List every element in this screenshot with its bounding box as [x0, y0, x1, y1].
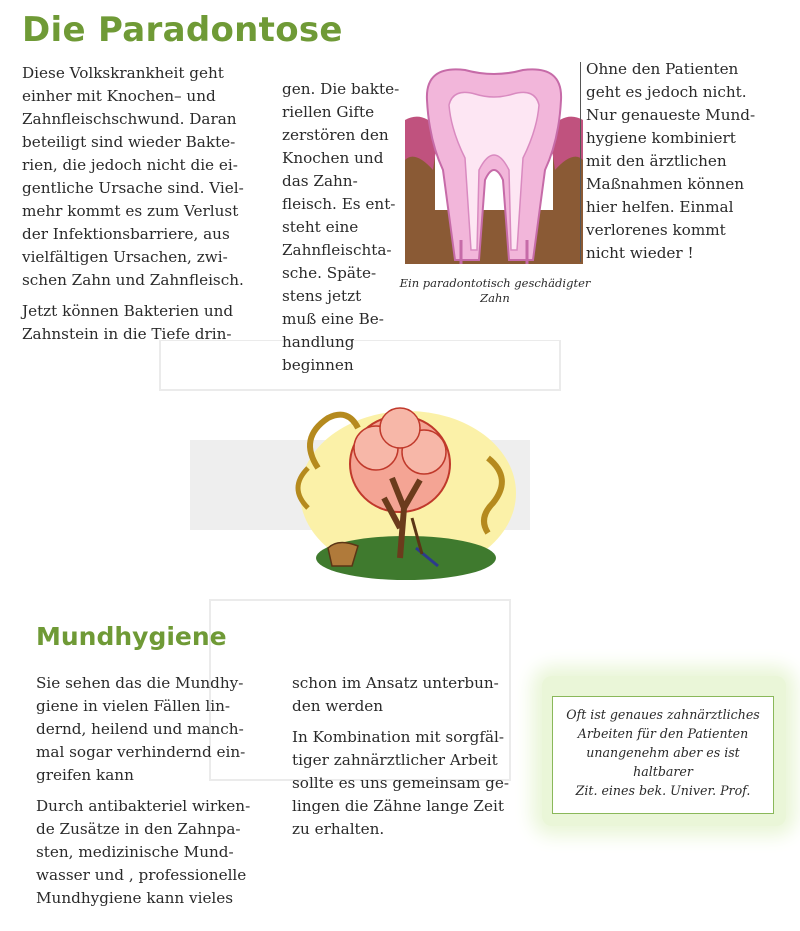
paragraph: Jetzt können Bakterien und Zahnstein in die Tiefe drin- [22, 302, 234, 343]
tree-clipart [288, 398, 518, 588]
tooth-illustration [405, 60, 583, 272]
quote-attribution: Zit. eines bek. Univer. Prof. [575, 783, 751, 798]
paragraph: In Kombination mit sorgfäl- tiger zahnärztlicher Arbeit sollte es uns gemeinsam ge- lingen die Zähne lange Zeit zu erhalten. [292, 728, 510, 838]
quote-line: Arbeiten für den Patienten [577, 726, 749, 741]
quote-line: Oft ist genaues zahnärztliches [566, 707, 760, 722]
quote-box [552, 696, 774, 814]
intro-column-2 [282, 78, 412, 385]
page-title: Die Paradontose [22, 10, 343, 50]
paragraph: gen. Die bakte- riellen Gifte zerstören den Knochen und das Zahn- fleisch. Es ent- steht eine Zahnfleischta- sche. Späte- stens jetzt muß eine Be- handlung beginnen [282, 80, 400, 374]
intro-column-3 [586, 58, 786, 273]
paragraph: Diese Volkskrankheit geht einher mit Knochen– und Zahnfleischschwund. Daran beteiligt sind wieder Bakte- rien, die jedoch nicht die ei- gentliche Ursache sind. Viel- mehr kommt es zum Verlust der Infektionsbarriere, aus vielfältigen Ursachen, zwi- schen Zahn und Zahnfleisch. [22, 64, 244, 289]
paragraph: schon im Ansatz unterbun- den werden [292, 674, 499, 715]
hygiene-column-2 [292, 672, 532, 849]
column-divider [580, 62, 581, 262]
intro-column-1 [22, 62, 272, 354]
section-title: Mundhygiene [36, 622, 227, 651]
paragraph: Ohne den Patienten geht es jedoch nicht. Nur genaueste Mund- hygiene kombiniert mit den ärztlichen Maßnahmen können hier helfen. Einmal verlorenes kommt nicht wieder ! [586, 60, 756, 262]
paragraph: Durch antibakteriel wirken- de Zusätze in den Zahnpa- sten, medizinische Mund- wasser und , professionelle Mundhygiene kann vieles [36, 797, 251, 907]
caption-text: Ein paradontotisch geschädigter Zahn [399, 276, 591, 305]
paragraph: Sie sehen das die Mundhy- giene in vielen Fällen lin- dernd, heilend und manch- mal sogar verhindernd ein- greifen kann [36, 674, 246, 784]
figure-caption [395, 276, 595, 306]
quote-line: haltbarer [633, 764, 693, 779]
quote-line: unangenehm aber es ist [586, 745, 740, 760]
hygiene-column-1 [36, 672, 276, 918]
